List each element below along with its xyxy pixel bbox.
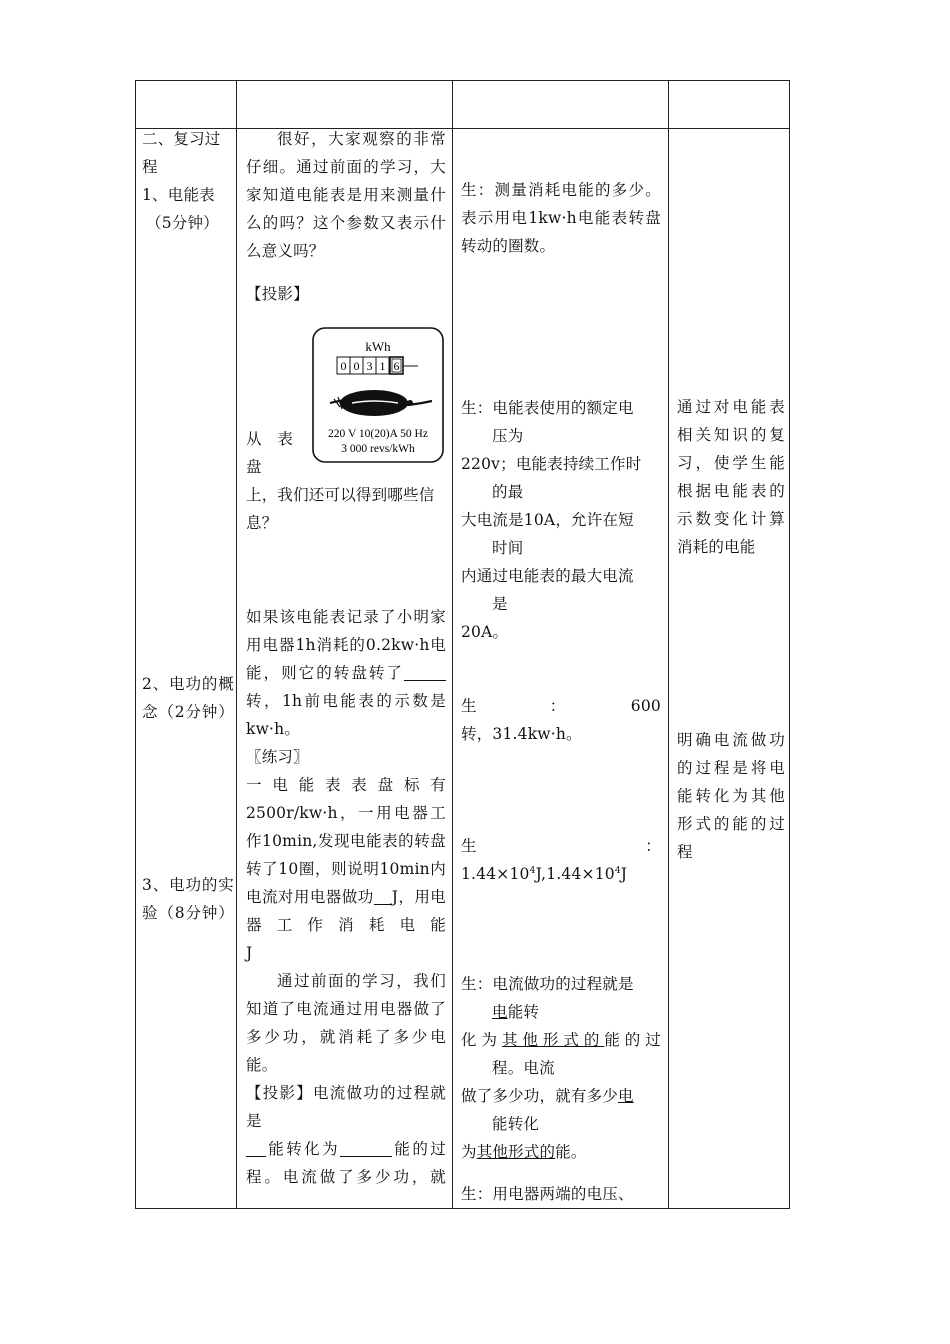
student-answer-4: 生 ： $1.44\times 10^4J,1.44\times 10^4J$ [461,837,661,883]
stage-electric-meter: 1、电能表 [142,186,215,204]
meter-spec-voltage: 220 V 10(20)A 50 Hz [328,428,428,440]
student-answer-5: 生：电流做功的过程就是 电能转 化为其他形式的能的过 程。电流 做了多少功，就有多少电 能转化 为其他形式的能。 [461,975,661,1161]
meter-unit: kWh [365,339,391,354]
student-answer-2: 生：电能表使用的额定电 压为 220v；电能表持续工作时 的最 大电流是10A，允许在短 时间 内通过电能表的最大电流 是 20A。 [461,399,642,641]
design-note-2: 明确电流做功的过程是将电能转化为其他形式的能的过程 [677,731,785,861]
dial-question-start: 从 表 [246,430,294,448]
meter-disc-icon [330,390,432,416]
meter-spec-revs: 3 000 revs/kWh [341,443,415,455]
student-answer-3: 生 ： 600 转，31.4kw·h。 [461,697,661,743]
practice-label: 〖练习〗 [246,748,309,766]
stage-column [142,125,234,237]
projection-label: 【投影】 [246,285,309,303]
teacher-intro: 很好，大家观察的非常仔细。通过前面的学习，大家知道电能表是用来测量什么的吗？这个参数又表示什么意义吗？ [246,130,446,260]
dial-question-word: 盘 [246,458,262,476]
column-divider [452,80,453,1209]
electric-meter-figure [312,327,444,463]
meter-digit: 6 [393,359,400,373]
meter-question: 如果该电能表记录了小明家用电器1h消耗的0.2kw·h电能，则它的转盘转了转，1h前电能表的示数是 kw·h。 〖练习〗 一电能表表盘标有2500r/kw·h，一用电器工作10min,发现电能表的转盘转了10圈，则说明10min内电流对用电器做功 J，用电器工作消耗电能 J 通过前面的学习，我们知道了电流通过用电器做了多少功，就消耗了多少电能。 【投影】电流做功的过程就是 能转化为 能的过程。电流做了多少功，就 [246,608,447,1186]
meter-digit: 0 [340,359,347,373]
stage-work-concept: 2、电功的概念（2分钟） [142,675,234,721]
answer-blank [340,1138,392,1157]
student-answer-1: 生：测量消耗电能的多少。表示用电1kw·h电能表转盘转动的圈数。 [461,181,661,255]
column-divider [236,80,237,1209]
projection-work: 【投影】电流做功的过程就是 [246,1084,446,1130]
stage-work-experiment: 3、电功的实验（8分钟） [142,876,234,922]
column-divider [668,80,669,1209]
meter-digit: 3 [366,359,373,373]
work-paragraph: 通过前面的学习，我们知道了电流通过用电器做了多少功，就消耗了多少电能。 [246,972,446,1074]
meter-digit: 1 [379,359,386,373]
answer-blank [374,886,392,905]
dial-question: 上，我们还可以得到哪些信息？ [246,486,435,532]
electric-meter-icon [312,327,444,463]
meter-digit: 0 [353,359,360,373]
answer-blank [404,662,446,681]
design-note-1: 通过对电能表相关知识的复习，使学生能根据电能表的示数变化计算消耗的电能 [677,398,785,556]
student-answer-6: 生：用电器两端的电压、 [461,1185,634,1203]
stage-time: （5分钟） [146,214,219,232]
answer-blank [246,1138,266,1157]
section-title: 二、复习过程 [142,130,221,176]
